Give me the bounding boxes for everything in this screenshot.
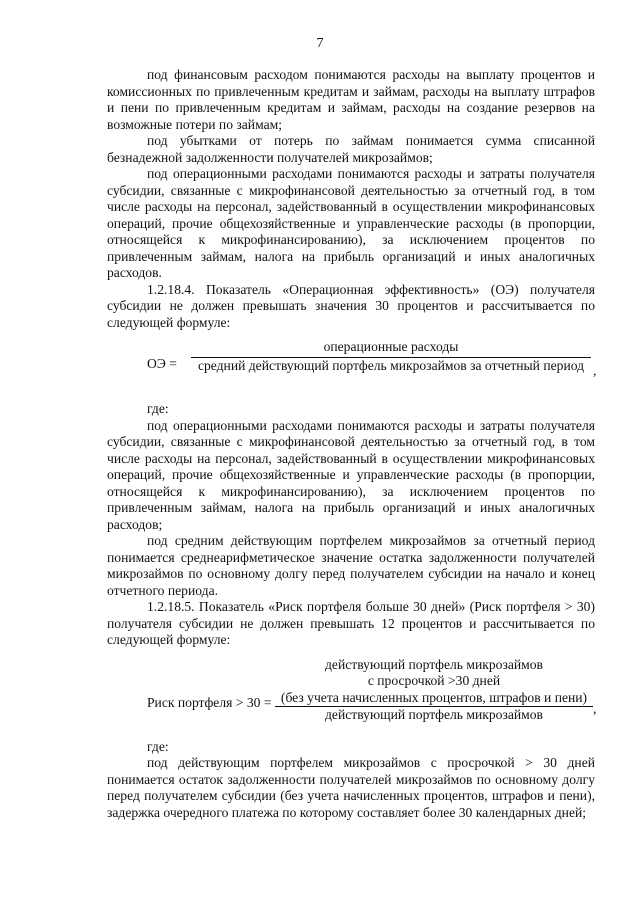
body-text [107,67,595,821]
page-number: 7 [316,36,324,51]
formula-par30-fraction [275,657,593,724]
where-label: где: [147,401,169,416]
formula-par30-label: Риск портфеля > 30 = [147,694,272,710]
formula-par30-comma: , [593,700,597,716]
formula-par30-denominator: действующий портфель микрозаймов [325,707,543,722]
formula-par30-numerator-line3: (без учета начисленных процентов, штрафов и пени) [280,689,588,705]
paragraph-indicator-par30: 1.2.18.5. Показатель «Риск портфеля больше 30 дней» (Риск портфеля > 30) получателя субсидии не должен превышать 12 процентов и рассчитывается по следующей формуле: [107,599,595,647]
formula-oe-denominator: средний действующий портфель микрозаймов за отчетный период [197,357,585,373]
formula-oe-comma: , [593,363,597,378]
paragraph-loan-losses: под убытками от потерь по займам понимается сумма списанной безнадежной задолженности получателей микрозаймов; [107,133,595,165]
paragraph-financial-expense: под финансовым расходом понимаются расходы на выплату процентов и комиссионных по привлеченным кредитам и займам, расходы на выплату штрафов и пени по привлеченным кредитам и займам, расходы на создание резервов на возможные потери по займам; [107,67,595,132]
formula-oe-numerator: операционные расходы [323,339,459,354]
formula-oe-label: ОЭ = [147,356,177,371]
paragraph-indicator-oe: 1.2.18.4. Показатель «Операционная эффективность» (ОЭ) получателя субсидии не должен превышать значения 30 процентов и рассчитывается по следующей формуле: [107,281,595,330]
paragraph-operating-expenses-def: под операционными расходами понимаются расходы и затраты получателя субсидии, связанные с микрофинансовой деятельностью за отчетный год, в том числе расходы на персонал, задействованный в осуществлении микрофинансовых операций, прочие общехозяйственные и управленческие расходы (в пропорции, относящейся к микрофинансированию), за исключением процентов по привлеченным займам, налога на прибыль организаций и иных аналогичных расходов; [107,417,595,532]
formula-par30-numerator-line1: действующий портфель микрозаймов [325,656,543,672]
formula-oe [107,339,595,391]
paragraph-operating-expenses: под операционными расходами понимаются расходы и затраты получателя субсидии, связанные с микрофинансовой деятельностью за отчетный год, в том числе расходы на персонал, задействованный в осуществлении микрофинансовых операций, прочие общехозяйственные и управленческие расходы (в пропорции, относящейся к микрофинансированию), за исключением процентов по привлеченным займам, налога на прибыль организаций и иных аналогичных расходов. [107,166,595,280]
paragraph-overdue-portfolio-def: под действующим портфелем микрозаймов с просрочкой > 30 дней понимается остаток задолженности получателей микрозаймов по основному долгу перед получателем субсидии (без учета начисленных процентов, штрафов и пени), задержка очередного платежа по которому составляет более 30 календарных дней; [107,755,595,820]
formula-par30 [107,657,595,729]
formula-oe-fraction [191,339,591,374]
where-label: где: [147,738,169,754]
formula-par30-numerator-line2: с просрочкой >30 дней [367,673,501,688]
paragraph-average-portfolio-def: под средним действующим портфелем микрозаймов за отчетный период понимается среднеарифметическое значение остатка задолженности получателей микрозаймов по основному долгу перед получателем субсидии на начало и конец отчетного периода. [107,533,595,598]
